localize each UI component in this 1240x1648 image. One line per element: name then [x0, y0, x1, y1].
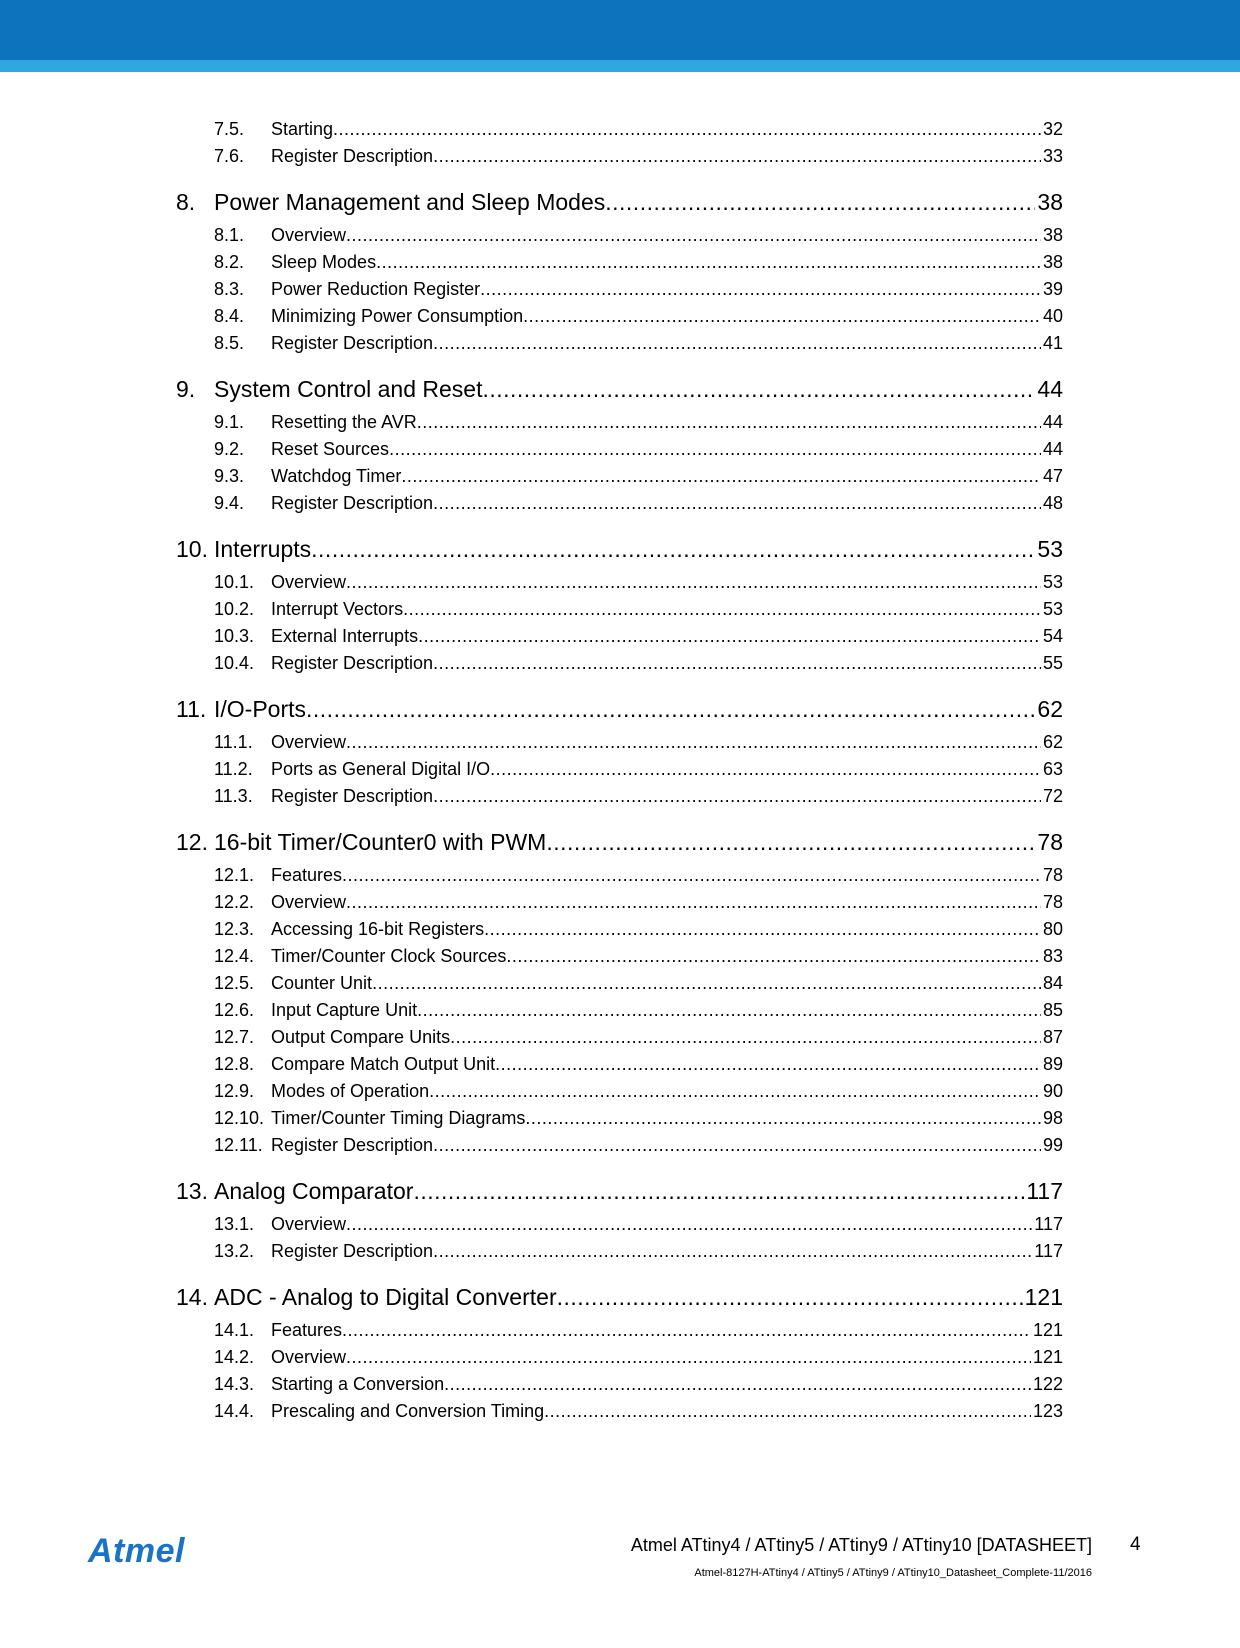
- toc-section-row[interactable]: [214, 918, 1063, 940]
- toc-entry-page: 48: [1042, 493, 1063, 513]
- toc-dot-leader: [433, 1134, 1041, 1156]
- toc-chapter-row[interactable]: [176, 1283, 1063, 1311]
- toc-entry-page: 117: [1034, 1241, 1063, 1261]
- footer-doc-id: Atmel-8127H-ATtiny4 / ATtiny5 / ATtiny9 / ATtiny10_Datasheet_Complete-11/2016: [694, 1567, 1092, 1579]
- toc-entry-number: 11.3.: [214, 786, 253, 806]
- toc-entry-title: Features: [271, 1320, 343, 1340]
- toc-dot-leader: [433, 785, 1041, 807]
- toc-entry-page: 85: [1042, 1000, 1063, 1020]
- toc-dot-leader: [433, 1240, 1032, 1262]
- toc-entry-page: 121: [1024, 1284, 1063, 1310]
- toc-entry-title: Interrupts: [214, 536, 312, 562]
- toc-dot-leader: [372, 972, 1041, 994]
- toc-entry-number: 12.7.: [214, 1027, 255, 1047]
- toc-entry-page: 98: [1042, 1108, 1063, 1128]
- toc-section-row[interactable]: [214, 864, 1063, 886]
- toc-chapter-row[interactable]: [176, 695, 1063, 723]
- toc-section-row[interactable]: [214, 785, 1063, 807]
- toc-entry-page: 55: [1042, 653, 1063, 673]
- toc-dot-leader: [376, 251, 1041, 273]
- toc-entry-title: Reset Sources: [271, 439, 390, 459]
- toc-entry-title: Input Capture Unit: [271, 1000, 418, 1020]
- toc-entry-page: 121: [1032, 1320, 1063, 1340]
- toc-entry-page: 40: [1042, 306, 1063, 326]
- toc-entry-page: 90: [1042, 1081, 1063, 1101]
- toc-dot-leader: [346, 891, 1041, 913]
- toc-entry-page: 38: [1042, 252, 1063, 272]
- toc-entry-title: Register Description: [271, 786, 434, 806]
- toc-section-row[interactable]: [214, 332, 1063, 354]
- toc-section-row[interactable]: [214, 891, 1063, 913]
- toc-section-row[interactable]: [214, 1213, 1063, 1235]
- toc-dot-leader: [311, 535, 1035, 563]
- toc-section-row[interactable]: [214, 411, 1063, 433]
- toc-chapter-row[interactable]: [176, 1177, 1063, 1205]
- toc-entry-page: 117: [1034, 1214, 1063, 1234]
- toc-dot-leader: [450, 1026, 1041, 1048]
- toc-entry-title: Features: [271, 865, 343, 885]
- toc-entry-number: 13.2.: [214, 1241, 255, 1261]
- toc-entry-title: Register Description: [271, 493, 434, 513]
- toc-entry-page: 117: [1026, 1178, 1063, 1204]
- toc-entry-page: 89: [1042, 1054, 1063, 1074]
- atmel-logo: Atmel: [88, 1532, 185, 1570]
- toc-dot-leader: [418, 625, 1041, 647]
- toc-entry-title: Watchdog Timer: [271, 466, 402, 486]
- toc-entry-number: 8.1.: [214, 225, 245, 245]
- toc-entry-number: 13.: [176, 1178, 208, 1204]
- toc-entry-number: 12.3.: [214, 919, 255, 939]
- toc-section-row[interactable]: [214, 731, 1063, 753]
- toc-dot-leader: [433, 145, 1041, 167]
- toc-entry-title: Output Compare Units: [271, 1027, 451, 1047]
- toc-entry-title: 16-bit Timer/Counter0 with PWM: [214, 829, 547, 855]
- toc-entry-page: 32: [1042, 119, 1063, 139]
- toc-entry-title: ADC - Analog to Digital Converter: [214, 1284, 557, 1310]
- toc-section-row[interactable]: [214, 972, 1063, 994]
- toc-section-row[interactable]: [214, 945, 1063, 967]
- toc-entry-page: 33: [1042, 146, 1063, 166]
- toc-entry-title: Modes of Operation: [271, 1081, 430, 1101]
- toc-section-row[interactable]: [214, 598, 1063, 620]
- toc-entry-title: Overview: [271, 732, 347, 752]
- toc-section-row[interactable]: [214, 571, 1063, 593]
- toc-entry-title: Starting: [271, 119, 334, 139]
- toc-entry-number: 14.1.: [214, 1320, 255, 1340]
- toc-dot-leader: [346, 731, 1041, 753]
- toc-entry-title: Register Description: [271, 653, 434, 673]
- toc-dot-leader: [346, 571, 1041, 593]
- toc-chapter-row[interactable]: [176, 828, 1063, 856]
- toc-entry-title: Ports as General Digital I/O: [271, 759, 491, 779]
- footer-title: Atmel ATtiny4 / ATtiny5 / ATtiny9 / ATtiny10 [DATASHEET]: [630, 1535, 1092, 1555]
- toc-entry-number: 14.3.: [214, 1374, 255, 1394]
- toc-entry-page: 44: [1042, 439, 1063, 459]
- toc-entry-number: 7.5.: [214, 119, 245, 139]
- toc-section-row[interactable]: [214, 305, 1063, 327]
- toc-entry-title: Register Description: [271, 1241, 434, 1261]
- toc-entry-title: Resetting the AVR: [271, 412, 417, 432]
- header-stripe: [0, 60, 1240, 72]
- toc-section-row[interactable]: [214, 1026, 1063, 1048]
- toc-entry-page: 84: [1042, 973, 1063, 993]
- toc-entry-page: 53: [1042, 572, 1063, 592]
- toc-section-row[interactable]: [214, 1240, 1063, 1262]
- toc-section-row[interactable]: [214, 652, 1063, 674]
- toc-section-row[interactable]: [214, 758, 1063, 780]
- toc-entry-number: 12.8.: [214, 1054, 255, 1074]
- toc-dot-leader: [546, 828, 1035, 856]
- toc-entry-number: 11.: [176, 696, 207, 722]
- toc-dot-leader: [417, 999, 1041, 1021]
- footer-page-number: 4: [1130, 1534, 1141, 1555]
- toc-dot-leader: [306, 695, 1035, 723]
- toc-section-row[interactable]: [214, 1346, 1063, 1368]
- toc-entry-number: 10.4.: [214, 653, 255, 673]
- toc-section-row[interactable]: [214, 1053, 1063, 1075]
- toc-entry-number: 12.2.: [214, 892, 255, 912]
- toc-entry-number: 12.1.: [214, 865, 255, 885]
- toc-section-row[interactable]: [214, 251, 1063, 273]
- toc-dot-leader: [413, 1177, 1024, 1205]
- toc-dot-leader: [506, 945, 1041, 967]
- toc-entry-number: 10.1.: [214, 572, 255, 592]
- toc-section-row[interactable]: [214, 224, 1063, 246]
- toc-entry-number: 14.2.: [214, 1347, 255, 1367]
- toc-entry-number: 10.2.: [214, 599, 255, 619]
- toc-entry-page: 62: [1042, 732, 1063, 752]
- toc-entry-page: 122: [1032, 1374, 1063, 1394]
- toc-section-row[interactable]: [214, 118, 1063, 140]
- toc-entry-number: 8.2.: [214, 252, 245, 272]
- toc-entry-page: 99: [1042, 1135, 1063, 1155]
- toc-entry-page: 53: [1042, 599, 1063, 619]
- toc-dot-leader: [525, 1107, 1041, 1129]
- toc-dot-leader: [342, 864, 1041, 886]
- toc-chapter-row[interactable]: [176, 375, 1063, 403]
- toc-entry-page: 53: [1037, 536, 1063, 562]
- toc-dot-leader: [429, 1080, 1041, 1102]
- toc-entry-number: 12.11.: [214, 1135, 263, 1155]
- toc-dot-leader: [433, 652, 1041, 674]
- toc-entry-page: 78: [1042, 892, 1063, 912]
- toc-dot-leader: [495, 1053, 1041, 1075]
- toc-entry-number: 9.: [176, 376, 196, 402]
- toc-dot-leader: [484, 918, 1041, 940]
- toc-entry-title: External Interrupts: [271, 626, 419, 646]
- toc-entry-title: Overview: [271, 572, 347, 592]
- toc-entry-page: 63: [1042, 759, 1063, 779]
- toc-entry-title: Timer/Counter Clock Sources: [271, 946, 507, 966]
- toc-dot-leader: [342, 1319, 1031, 1341]
- toc-entry-title: Register Description: [271, 1135, 434, 1155]
- toc-dot-leader: [333, 118, 1041, 140]
- toc-entry-page: 54: [1042, 626, 1063, 646]
- toc-entry-title: Compare Match Output Unit: [271, 1054, 496, 1074]
- toc-entry-title: Register Description: [271, 333, 434, 353]
- toc-entry-number: 10.3.: [214, 626, 255, 646]
- toc-entry-page: 38: [1037, 189, 1063, 215]
- toc-entry-title: Counter Unit: [271, 973, 373, 993]
- toc-dot-leader: [417, 411, 1041, 433]
- toc-entry-number: 12.6.: [214, 1000, 255, 1020]
- toc-entry-page: 38: [1042, 225, 1063, 245]
- toc-entry-page: 62: [1037, 696, 1063, 722]
- toc-entry-number: 7.6.: [214, 146, 245, 166]
- toc-entry-page: 83: [1042, 946, 1063, 966]
- toc-entry-page: 87: [1042, 1027, 1063, 1047]
- toc-section-row[interactable]: [214, 1107, 1063, 1129]
- toc-section-row[interactable]: [214, 492, 1063, 514]
- toc-section-row[interactable]: [214, 465, 1063, 487]
- toc-dot-leader: [605, 188, 1035, 216]
- toc-entry-number: 14.: [176, 1284, 208, 1310]
- toc-entry-number: 13.1.: [214, 1214, 255, 1234]
- toc-entry-page: 78: [1037, 829, 1063, 855]
- toc-section-row[interactable]: [214, 999, 1063, 1021]
- toc-entry-number: 12.5.: [214, 973, 255, 993]
- toc-entry-page: 80: [1042, 919, 1063, 939]
- toc-entry-title: Register Description: [271, 146, 434, 166]
- toc-chapter-row[interactable]: [176, 535, 1063, 563]
- toc-entry-title: Analog Comparator: [214, 1178, 414, 1204]
- toc-entry-title: Timer/Counter Timing Diagrams: [271, 1108, 526, 1128]
- toc-section-row[interactable]: [214, 1373, 1063, 1395]
- toc-entry-title: I/O-Ports: [214, 696, 307, 722]
- toc-entry-title: Minimizing Power Consumption: [271, 306, 524, 326]
- toc-entry-number: 9.2.: [214, 439, 245, 459]
- toc-entry-page: 44: [1037, 376, 1063, 402]
- toc-chapter-row[interactable]: [176, 188, 1063, 216]
- toc-section-row[interactable]: [214, 1134, 1063, 1156]
- toc-entry-number: 10.: [176, 536, 208, 562]
- toc-entry-title: Overview: [271, 1214, 347, 1234]
- toc-entry-number: 9.3.: [214, 466, 245, 486]
- toc-entry-number: 8.3.: [214, 279, 245, 299]
- toc-entry-title: Accessing 16-bit Registers: [271, 919, 485, 939]
- toc-entry-number: 12.9.: [214, 1081, 255, 1101]
- toc-dot-leader: [346, 1213, 1032, 1235]
- toc-entry-title: System Control and Reset: [214, 376, 483, 402]
- toc-dot-leader: [401, 465, 1041, 487]
- toc-dot-leader: [544, 1400, 1031, 1422]
- toc-dot-leader: [557, 1283, 1023, 1311]
- toc-entry-title: Overview: [271, 892, 347, 912]
- toc-entry-number: 11.2.: [214, 759, 253, 779]
- toc-entry-title: Interrupt Vectors: [271, 599, 404, 619]
- toc-entry-number: 11.1.: [214, 732, 253, 752]
- toc-entry-title: Sleep Modes: [271, 252, 377, 272]
- toc-entry-title: Starting a Conversion: [271, 1374, 445, 1394]
- toc-dot-leader: [433, 492, 1041, 514]
- toc-entry-page: 78: [1042, 865, 1063, 885]
- toc-entry-number: 8.: [176, 189, 196, 215]
- toc-dot-leader: [490, 758, 1041, 780]
- toc-entry-title: Power Management and Sleep Modes: [214, 189, 606, 215]
- toc-dot-leader: [482, 375, 1035, 403]
- toc-entry-number: 9.4.: [214, 493, 245, 513]
- toc-entry-page: 72: [1042, 786, 1063, 806]
- toc-section-row[interactable]: [214, 1080, 1063, 1102]
- toc-entry-number: 8.4.: [214, 306, 245, 326]
- toc-entry-number: 9.1.: [214, 412, 245, 432]
- toc-entry-title: Prescaling and Conversion Timing: [271, 1401, 545, 1421]
- toc-entry-number: 12.4.: [214, 946, 255, 966]
- toc-dot-leader: [403, 598, 1041, 620]
- toc-dot-leader: [389, 438, 1041, 460]
- toc-entry-number: 8.5.: [214, 333, 245, 353]
- toc-dot-leader: [444, 1373, 1031, 1395]
- toc-entry-page: 121: [1032, 1347, 1063, 1367]
- toc-dot-leader: [346, 224, 1041, 246]
- toc-entry-title: Overview: [271, 1347, 347, 1367]
- toc-section-row[interactable]: [214, 1319, 1063, 1341]
- toc-entry-number: 12.: [176, 829, 208, 855]
- toc-entry-page: 44: [1042, 412, 1063, 432]
- toc-dot-leader: [523, 305, 1041, 327]
- toc-entry-number: 12.10.: [214, 1108, 265, 1128]
- header-banner: [0, 0, 1240, 60]
- toc-section-row[interactable]: [214, 145, 1063, 167]
- toc-section-row[interactable]: [214, 625, 1063, 647]
- toc-dot-leader: [346, 1346, 1031, 1368]
- toc-section-row[interactable]: [214, 438, 1063, 460]
- toc-entry-page: 123: [1032, 1401, 1063, 1421]
- toc-section-row[interactable]: [214, 1400, 1063, 1422]
- toc-entry-number: 14.4.: [214, 1401, 255, 1421]
- toc-entry-page: 41: [1042, 333, 1063, 353]
- toc-entry-page: 39: [1042, 279, 1063, 299]
- toc-entry-title: Power Reduction Register: [271, 279, 481, 299]
- toc-entry-title: Overview: [271, 225, 347, 245]
- toc-section-row[interactable]: [214, 278, 1063, 300]
- toc-dot-leader: [480, 278, 1041, 300]
- toc-dot-leader: [433, 332, 1041, 354]
- toc-entry-page: 47: [1042, 466, 1063, 486]
